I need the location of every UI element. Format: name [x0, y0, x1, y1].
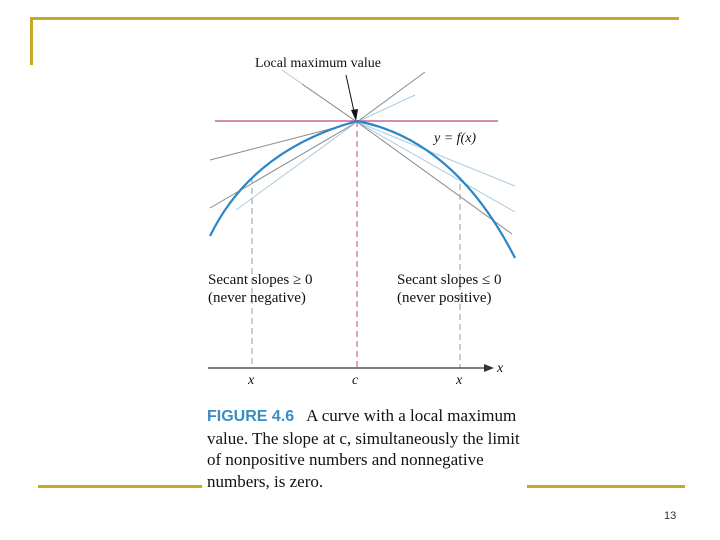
local-maximum-label: Local maximum value: [255, 56, 381, 71]
secant-line-upper-3: [357, 72, 425, 122]
max-pointer-arrowhead: [351, 109, 358, 121]
secant-line-left-3: [236, 122, 357, 210]
left-note-line-1: Secant slopes ≥ 0: [208, 272, 313, 288]
figure-caption: [207, 405, 537, 492]
tick-label-left-x: x: [248, 373, 255, 388]
left-note-line-2: (never negative): [208, 290, 306, 306]
curve-label: y = f(x): [434, 131, 477, 146]
secant-line-upper-4: [357, 95, 415, 122]
page-number: 13: [664, 510, 677, 522]
tick-label-right-x: x: [456, 373, 463, 388]
figure-label: FIGURE 4.6: [207, 408, 295, 425]
secant-line-left-2: [210, 122, 357, 208]
tick-label-c: c: [352, 373, 359, 388]
caption-text: A curve with a local maximum value. The slope at c, simultaneously the limit of nonpositive numbers and nonnegative numbers, is zero.: [207, 406, 520, 491]
right-note-line-1: Secant slopes ≤ 0: [397, 272, 502, 288]
right-note-line-2: (never positive): [397, 290, 492, 306]
x-axis-label: x: [497, 361, 504, 376]
x-axis-arrowhead: [484, 364, 494, 372]
